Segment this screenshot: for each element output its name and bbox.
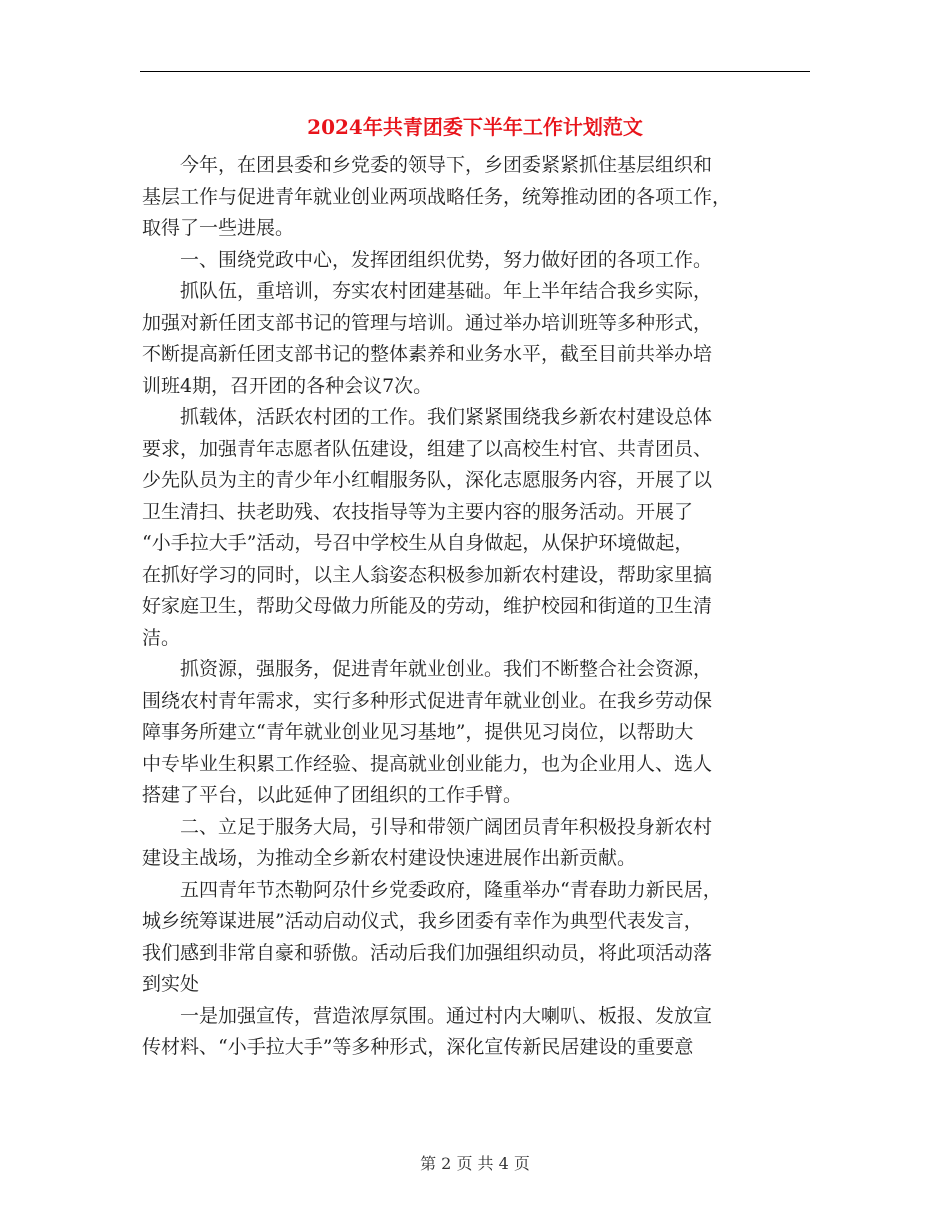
text-line: 抓资源，强服务，促进青年就业创业。我们不断整合社会资源，: [142, 658, 713, 680]
text-line: 不断提高新任团支部书记的整体素养和业务水平，截至目前共举办培: [142, 343, 713, 365]
paragraph: [142, 276, 810, 402]
text-line: 训班4期，召开团的各种会议7次。: [142, 374, 433, 397]
text-line: 到实处: [142, 973, 200, 995]
text-line: 今年，在团县委和乡党委的领导下，乡团委紧紧抓住基层组织和: [142, 154, 713, 176]
text-line: 城乡统筹谋进展”活动启动仪式，我乡团委有幸作为典型代表发言，: [142, 910, 703, 932]
paragraph: [142, 150, 810, 245]
text-line: 一、围绕党政中心，发挥团组织优势，努力做好团的各项工作。: [142, 248, 713, 271]
text-line: 好家庭卫生，帮助父母做力所能及的劳动，维护校园和街道的卫生清: [142, 595, 713, 617]
paragraph: [142, 812, 810, 875]
document-title: 2024年共青团委下半年工作计划范文: [307, 115, 643, 139]
paragraph: [142, 402, 810, 654]
text-line: “小手拉大手”活动，号召中学校生从自身做起，从保护环境做起，: [142, 532, 694, 554]
text-line: 搭建了平台，以此延伸了团组织的工作手臂。: [142, 784, 523, 806]
text-line: 少先队员为主的青少年小红帽服务队，深化志愿服务内容，开展了以: [142, 469, 713, 491]
header-rule: [140, 71, 810, 72]
text-line: 要求，加强青年志愿者队伍建设，组建了以高校生村官、共青团员、: [142, 437, 713, 460]
page-footer: 第 2 页 共 4 页: [420, 1154, 530, 1173]
document-body: [142, 150, 810, 1064]
text-line: 一是加强宣传，营造浓厚氛围。通过村内大喇叭、板报、发放宣: [142, 1004, 713, 1027]
paragraph: [142, 875, 810, 1001]
paragraph: [142, 654, 810, 812]
text-line: 中专毕业生积累工作经验、提高就业创业能力，也为企业用人、选人: [142, 752, 713, 775]
text-line: 传材料、“小手拉大手”等多种形式，深化宣传新民居建设的重要意: [142, 1036, 694, 1058]
text-line: 二、立足于服务大局，引导和带领广阔团员青年积极投身新农村: [142, 815, 713, 838]
text-line: 五四青年节杰勒阿尕什乡党委政府，隆重举办“青春助力新民居，: [142, 878, 722, 901]
text-line: 基层工作与促进青年就业创业两项战略任务，统筹推动团的各项工作，: [142, 185, 732, 208]
text-line: 障事务所建立“青年就业创业见习基地”，提供见习岗位，以帮助大: [142, 721, 694, 743]
text-line: 取得了一些进展。: [142, 217, 295, 239]
text-line: 洁。: [142, 626, 181, 649]
text-line: 建设主战场，为推动全乡新农村建设快速进展作出新贡献。: [142, 847, 637, 869]
text-line: 在抓好学习的同时，以主人翁姿态积极参加新农村建设，帮助家里搞: [142, 563, 713, 586]
text-line: 加强对新任团支部书记的管理与培训。通过举办培训班等多种形式，: [142, 311, 713, 334]
text-line: 围绕农村青年需求，实行多种形式促进青年就业创业。在我乡劳动保: [142, 689, 713, 712]
text-line: 抓队伍，重培训，夯实农村团建基础。年上半年结合我乡实际，: [142, 280, 713, 302]
paragraph: [142, 245, 810, 277]
text-line: 卫生清扫、扶老助残、农技指导等为主要内容的服务活动。开展了: [142, 500, 694, 523]
text-line: 抓载体，活跃农村团的工作。我们紧紧围绕我乡新农村建设总体: [142, 406, 713, 428]
paragraph: [142, 1001, 810, 1064]
text-line: 我们感到非常自豪和骄傲。活动后我们加强组织动员，将此项活动落: [142, 941, 713, 964]
